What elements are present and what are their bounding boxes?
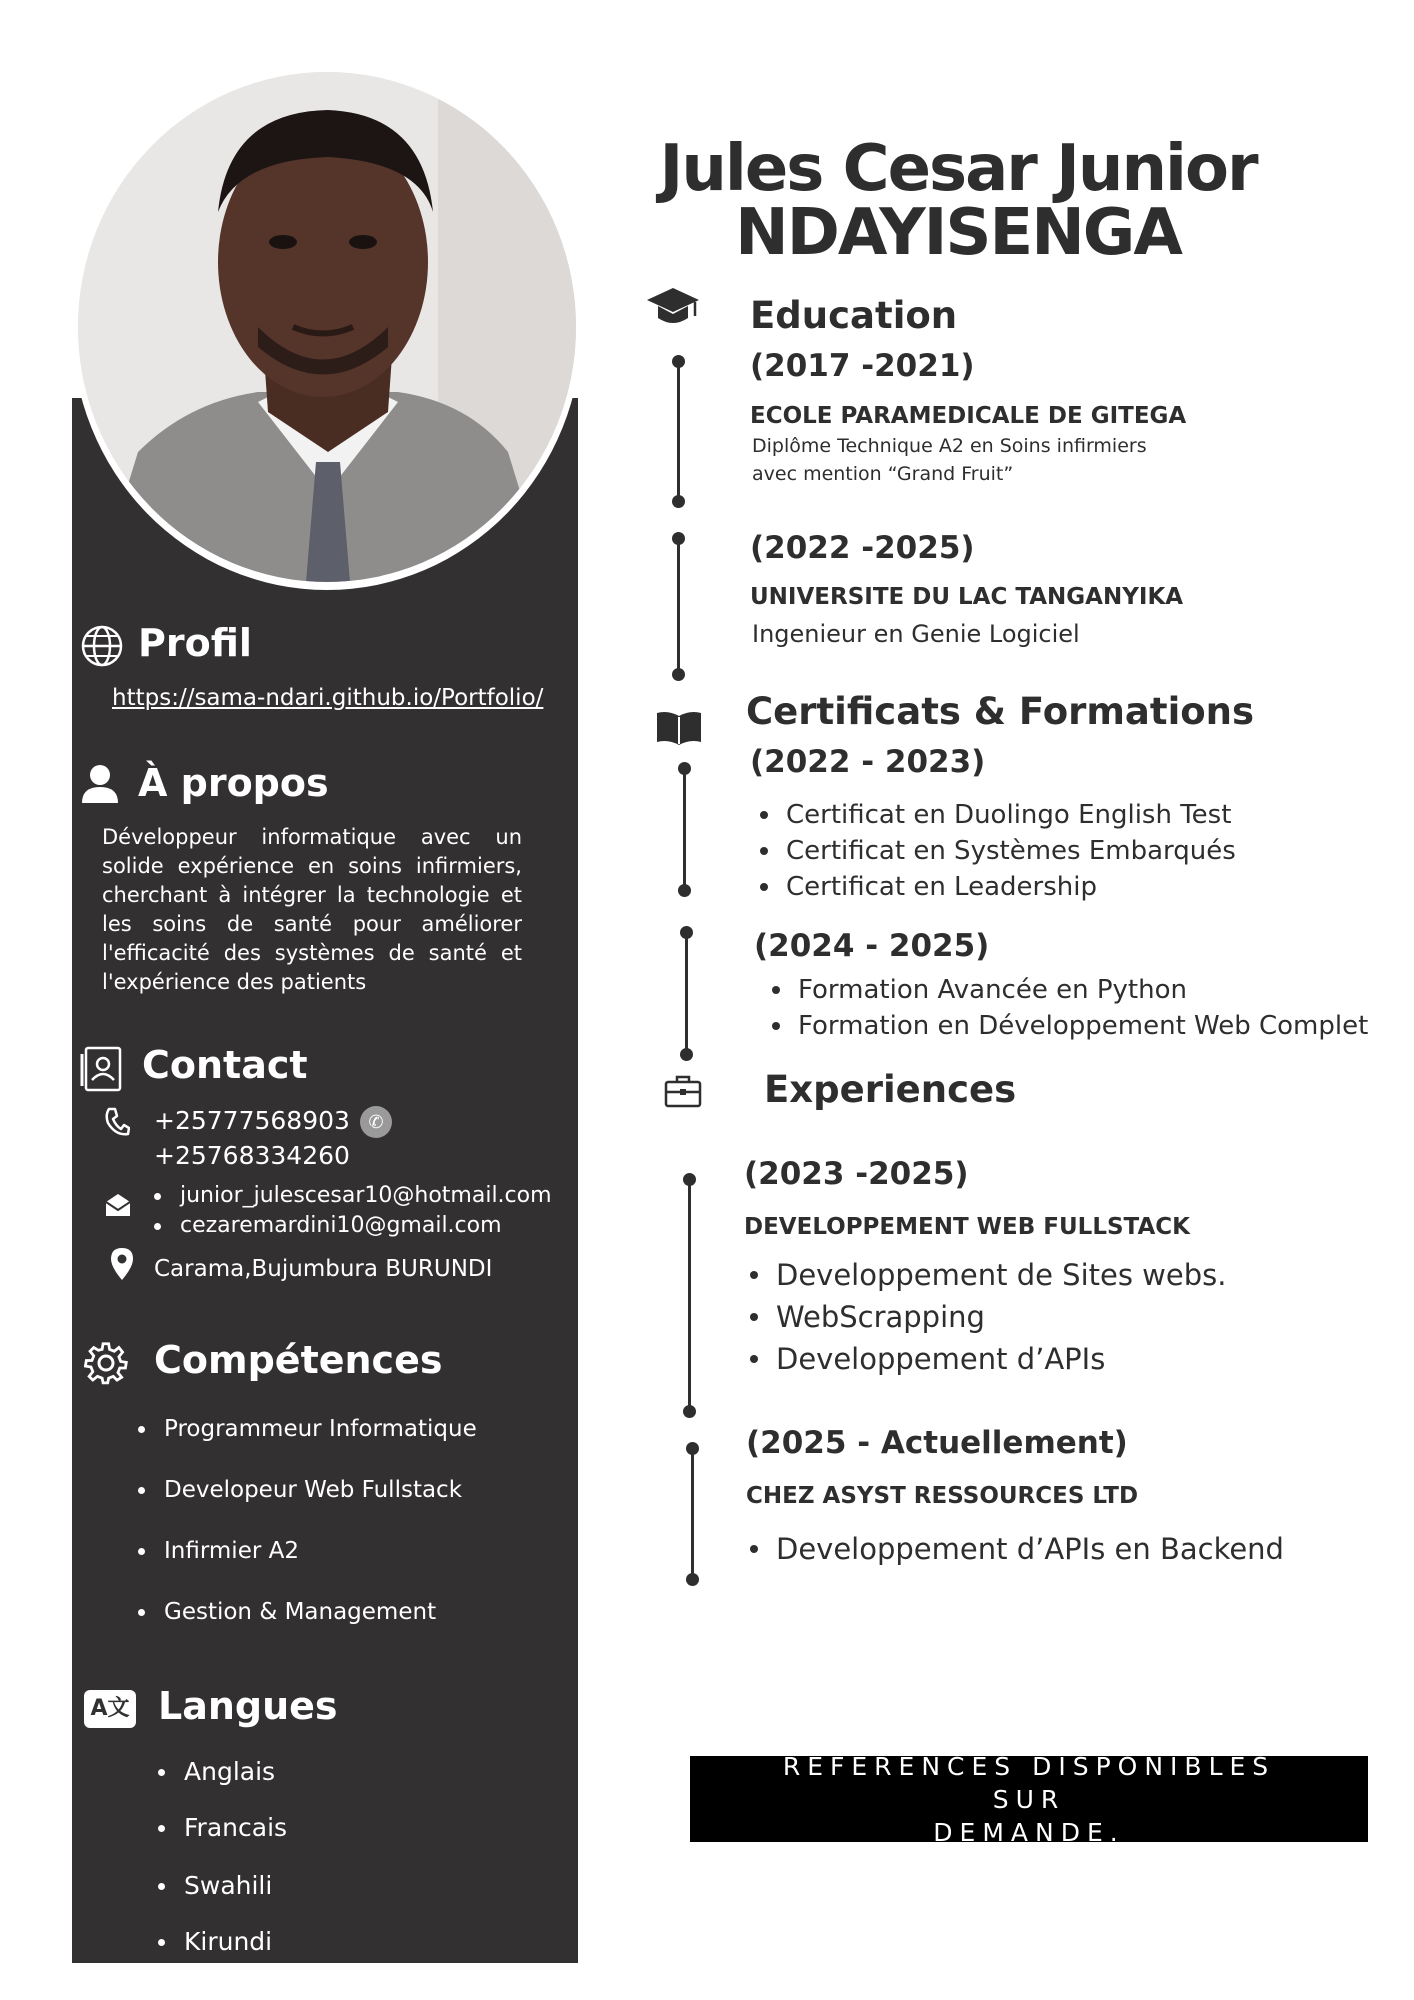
portfolio-link[interactable]: https://sama-ndari.github.io/Portfolio/ — [112, 685, 544, 711]
phone-icon — [104, 1107, 130, 1142]
contact-book-icon — [80, 1046, 122, 1097]
langue-item: Kirundi — [184, 1927, 273, 1956]
formation-item: Formation en Développement Web Complet — [798, 1011, 1369, 1041]
certificat-item: Certificat en Systèmes Embarqués — [786, 836, 1236, 866]
timeline-dot — [680, 1048, 693, 1061]
formation-item: Formation Avancée en Python — [798, 975, 1187, 1005]
langue-item: Francais — [184, 1813, 288, 1842]
user-icon — [80, 763, 120, 808]
competence-item: Developeur Web Fullstack — [164, 1477, 463, 1503]
education-years: (2017 -2021) — [750, 348, 975, 384]
experience-item: Developpement d’APIs en Backend — [776, 1532, 1284, 1566]
experience-item: Developpement d’APIs — [776, 1342, 1106, 1376]
experience-item: WebScrapping — [776, 1300, 985, 1334]
experience-years: (2023 -2025) — [744, 1156, 969, 1192]
address: Carama,Bujumbura BURUNDI — [154, 1256, 493, 1282]
timeline-line — [685, 933, 688, 1053]
profile-photo — [78, 72, 576, 582]
phone-primary[interactable]: +25777568903 — [154, 1106, 350, 1135]
timeline-line — [691, 1449, 694, 1579]
competence-item: Gestion & Management — [164, 1599, 437, 1625]
timeline-dot — [686, 1573, 699, 1586]
email-primary[interactable]: junior_julescesar10@hotmail.com — [180, 1183, 552, 1208]
references-line1: RÉFÉRENCES DISPONIBLES SUR — [782, 1751, 1276, 1814]
experience-years: (2025 - Actuellement) — [746, 1425, 1128, 1461]
timeline-line — [677, 362, 680, 502]
briefcase-icon — [664, 1074, 702, 1113]
experience-role: DEVELOPPEMENT WEB FULLSTACK — [744, 1214, 1190, 1240]
timeline-dot — [672, 668, 685, 681]
whatsapp-icon: ✆ — [360, 1106, 392, 1138]
certificats-years: (2022 - 2023) — [750, 744, 986, 780]
experiences-heading: Experiences — [764, 1068, 1017, 1111]
mail-open-icon — [104, 1192, 132, 1223]
langue-item: Anglais — [184, 1757, 276, 1786]
contact-heading: Contact — [142, 1043, 308, 1087]
references-line2: DEMANDE. — [933, 1817, 1125, 1847]
certificat-item: Certificat en Leadership — [786, 872, 1097, 902]
email-secondary[interactable]: cezaremardini10@gmail.com — [180, 1213, 502, 1238]
langue-item: Swahili — [184, 1871, 273, 1900]
timeline-dot — [672, 495, 685, 508]
apropos-text: Développeur informatique avec un solide expérience en soins infirmiers, cherchant à intégrer la technologie et les soins de santé pour améliorer l'efficacité des systèmes de santé et l'expérience des patients — [102, 825, 522, 994]
education-desc: Ingenieur en Genie Logiciel — [752, 620, 1080, 648]
education-school: ECOLE PARAMEDICALE DE GITEGA — [750, 403, 1187, 429]
education-desc: Diplôme Technique A2 en Soins infirmiers — [752, 435, 1147, 457]
competences-heading: Compétences — [154, 1338, 443, 1382]
globe-icon — [80, 624, 124, 673]
education-desc: avec mention “Grand Fruit” — [752, 463, 1014, 485]
translate-icon: A文 — [84, 1690, 136, 1728]
timeline-dot — [683, 1405, 696, 1418]
phone-secondary[interactable]: +25768334260 — [154, 1141, 350, 1170]
timeline-dot — [678, 884, 691, 897]
references-banner — [690, 1751, 1368, 1847]
certificats-heading: Certificats & Formations — [746, 690, 1255, 733]
timeline-line — [677, 539, 680, 674]
certificat-item: Certificat en Duolingo English Test — [786, 800, 1232, 830]
graduation-cap-icon — [646, 284, 700, 335]
timeline-line — [683, 769, 686, 889]
gear-icon — [84, 1341, 128, 1390]
education-school: UNIVERSITE DU LAC TANGANYIKA — [750, 584, 1184, 610]
education-heading: Education — [750, 294, 958, 337]
name-line2: NDAYISENGA — [735, 196, 1181, 270]
langues-heading: Langues — [158, 1684, 338, 1728]
competence-item: Programmeur Informatique — [164, 1416, 477, 1442]
open-book-icon — [654, 708, 704, 753]
experience-company: CHEZ ASYST RESSOURCES LTD — [746, 1483, 1139, 1509]
apropos-heading: À propos — [138, 761, 329, 805]
experience-item: Developpement de Sites webs. — [776, 1258, 1227, 1292]
profil-heading: Profil — [138, 621, 252, 665]
education-years: (2022 -2025) — [750, 530, 975, 566]
competence-item: Infirmier A2 — [164, 1538, 299, 1564]
certificats-years: (2024 - 2025) — [754, 928, 990, 964]
location-pin-icon — [110, 1247, 134, 1286]
timeline-line — [688, 1180, 691, 1410]
name-line1: Jules Cesar Junior — [659, 132, 1257, 206]
